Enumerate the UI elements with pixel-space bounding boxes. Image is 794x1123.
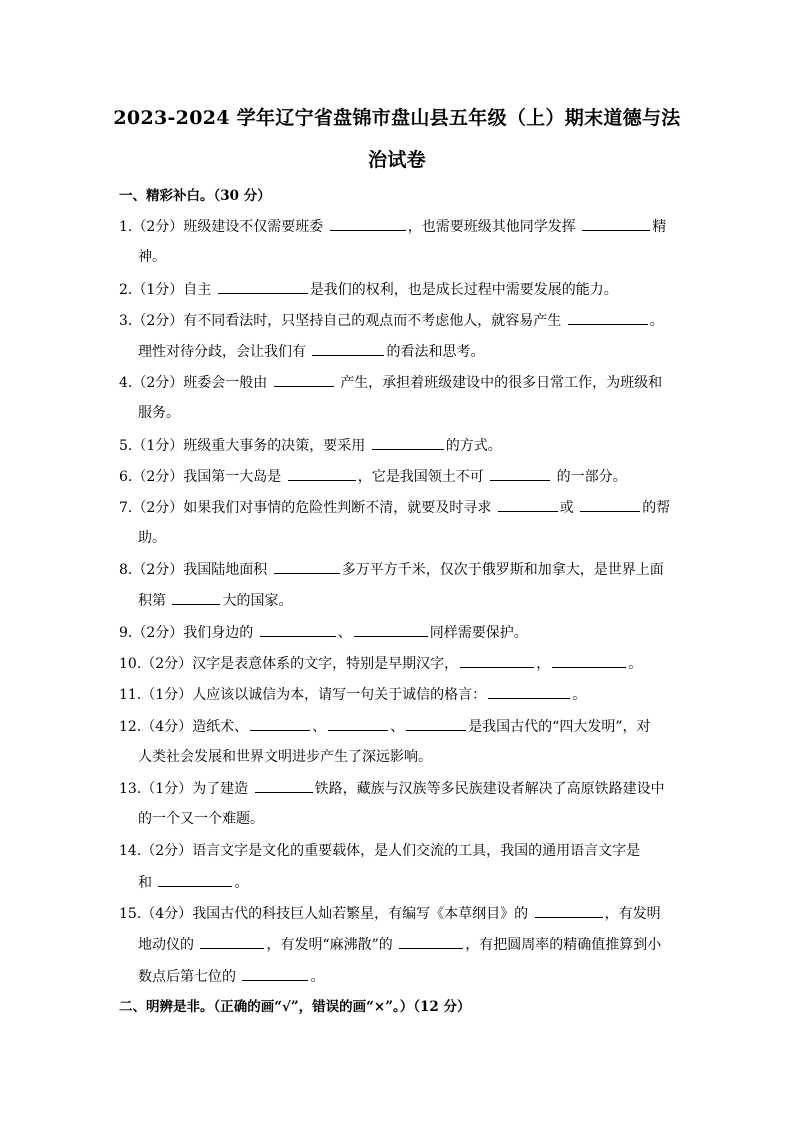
question-points: （1分） [132,438,184,454]
question-points: （2分） [132,469,184,485]
answer-blank[interactable] [460,653,534,668]
answer-blank[interactable] [535,903,603,918]
answer-blank[interactable] [330,216,406,231]
question-3-continued [138,341,484,362]
question-6 [119,466,627,487]
question-12 [119,716,651,737]
question-text: 精 [652,219,667,235]
question-text: 我国第一大岛是 [183,469,282,485]
question-points: （4分） [141,906,193,922]
question-text: 、 [312,719,327,735]
question-text: 的看法和思考。 [386,344,485,360]
question-11 [119,684,586,705]
question-text: ，也需要班级其他同学发挥 [407,219,576,235]
question-number: 14. [119,843,142,859]
question-text: 为了建造 [192,781,249,797]
question-15-continued-1 [138,934,661,955]
question-text: 的方式。 [445,438,502,454]
question-number: 4. [119,375,133,391]
question-8-continued [138,590,292,611]
question-text: 。 [234,875,249,891]
answer-blank[interactable] [255,778,313,793]
section-one-heading: 一、精彩补白。（30 分） [119,188,271,204]
question-number: 3. [119,313,133,329]
question-number: 7. [119,500,133,516]
answer-blank[interactable] [200,934,264,949]
question-text: 和 [138,875,152,891]
question-text: 同样需要保护。 [429,625,528,641]
answer-blank[interactable] [250,716,310,731]
question-text: 、 [390,719,405,735]
question-text: ，它是我国领土不可 [357,469,484,485]
question-7-continued: 助。 [138,530,166,546]
question-text: 我们身边的 [183,625,254,641]
question-text: 班级重大事务的决策，要采用 [183,438,366,454]
question-text: ， [536,656,551,672]
question-number: 9. [119,625,133,641]
question-text: ，有把圆周率的精确值推算到小 [465,937,662,953]
question-7 [119,497,670,518]
question-number: 15. [119,906,142,922]
answer-blank[interactable] [488,684,570,699]
answer-blank[interactable] [242,966,308,981]
answer-blank[interactable] [580,497,640,512]
question-text: 。 [310,969,325,985]
section-two-heading: 二、明辨是非。（正确的画“√”，错误的画“×”。）（12 分） [119,999,471,1015]
question-14 [119,841,640,861]
answer-blank[interactable] [288,466,356,481]
question-points: （2分） [141,843,193,859]
question-text: 产生，承担着班级建设中的很多日常工作，为班级和 [340,375,663,391]
question-text: 我国陆地面积 [183,562,268,578]
question-1 [119,216,666,237]
question-points: （2分） [141,656,193,672]
question-points: （2分） [132,562,184,578]
question-text: 班委会一般由 [183,375,268,391]
answer-blank[interactable] [274,559,340,574]
question-text: 人应该以诚信为本，请写一句关于诚信的格言： [192,687,487,703]
answer-blank[interactable] [260,622,336,637]
question-text: 多万平方千米，仅次于俄罗斯和加拿大，是世界上面 [341,562,664,578]
question-text: 。 [572,687,587,703]
question-points: （1分） [141,687,193,703]
question-text: 汉字是表意体系的文字，特别是早期汉字， [192,656,459,672]
answer-blank[interactable] [568,310,648,325]
answer-blank[interactable] [552,653,626,668]
answer-blank[interactable] [582,216,650,231]
question-2 [119,279,618,300]
answer-blank[interactable] [490,466,550,481]
question-text: 自主 [183,282,212,298]
question-text: 理性对待分歧，会让我们有 [138,344,306,360]
question-text: 语言文字是文化的重要载体，是人们交流的工具，我国的通用语言文字是 [192,843,641,859]
question-text: 。 [649,313,664,329]
question-4-continued: 服务。 [138,405,180,421]
question-number: 5. [119,438,133,454]
answer-blank[interactable] [172,590,220,605]
question-8 [119,559,664,580]
answer-blank[interactable] [312,341,384,356]
question-text: 、 [337,625,352,641]
question-5 [119,435,502,456]
question-text: 或 [559,500,574,516]
question-text: ，有发明 [604,906,661,922]
question-number: 6. [119,469,133,485]
question-10 [119,653,642,674]
question-12-continued: 人类社会发展和世界文明进步产生了深远影响。 [138,749,432,765]
question-points: （1分） [132,282,184,298]
question-text: 是我们的权利，也是成长过程中需要发展的能力。 [309,282,618,298]
answer-blank[interactable] [498,497,558,512]
answer-blank[interactable] [399,934,463,949]
question-text: ，有发明“麻沸散”的 [266,937,393,953]
question-number: 12. [119,719,142,735]
question-text: 是我国古代的“四大发明”，对 [468,719,651,735]
answer-blank[interactable] [218,279,308,294]
answer-blank[interactable] [406,716,466,731]
question-number: 8. [119,562,133,578]
question-text: 积第 [138,593,166,609]
question-text: 。 [628,656,643,672]
answer-blank[interactable] [372,435,444,450]
answer-blank[interactable] [354,622,428,637]
question-13 [119,778,665,799]
question-points: （2分） [132,625,184,641]
question-text: 我国古代的科技巨人灿若繁星，有编写《本草纲目》的 [192,906,529,922]
question-text: 铁路，藏族与汉族等多民族建设者解决了高原铁路建设中 [314,781,665,797]
question-text: 数点后第七位的 [138,969,236,985]
question-text: 的一部分。 [556,469,627,485]
question-points: （2分） [132,375,184,391]
question-4 [119,372,662,393]
question-1-continued: 神。 [138,249,166,265]
question-points: （4分） [141,719,193,735]
question-number: 11. [119,687,142,703]
question-text: 的帮 [642,500,671,516]
question-points: （1分） [141,781,193,797]
question-points: （2分） [132,500,184,516]
answer-blank[interactable] [328,716,388,731]
question-text: 班级建设不仅需要班委 [183,219,324,235]
question-15 [119,903,661,924]
question-number: 1. [119,219,133,235]
question-points: （2分） [132,219,184,235]
question-text: 造纸术、 [192,719,249,735]
question-text: 大的国家。 [222,593,293,609]
question-13-continued: 的一个又一个难题。 [138,811,264,827]
question-3 [119,310,664,331]
answer-blank[interactable] [158,872,232,887]
exam-title-line-1: 2023-2024 学年辽宁省盘锦市盘山县五年级（上）期末道德与法 [113,107,681,129]
answer-blank[interactable] [274,372,334,387]
question-number: 10. [119,656,142,672]
question-15-continued-2 [138,966,324,987]
question-14-continued [138,872,248,893]
question-points: （2分） [132,313,184,329]
exam-title-line-2: 治试卷 [368,149,426,171]
question-text: 如果我们对事情的危险性判断不清，就要及时寻求 [183,500,492,516]
question-text: 地动仪的 [138,937,194,953]
question-number: 2. [119,282,133,298]
question-9 [119,622,528,643]
question-text: 有不同看法时，只坚持自己的观点而不考虑他人，就容易产生 [183,313,562,329]
question-number: 13. [119,781,142,797]
